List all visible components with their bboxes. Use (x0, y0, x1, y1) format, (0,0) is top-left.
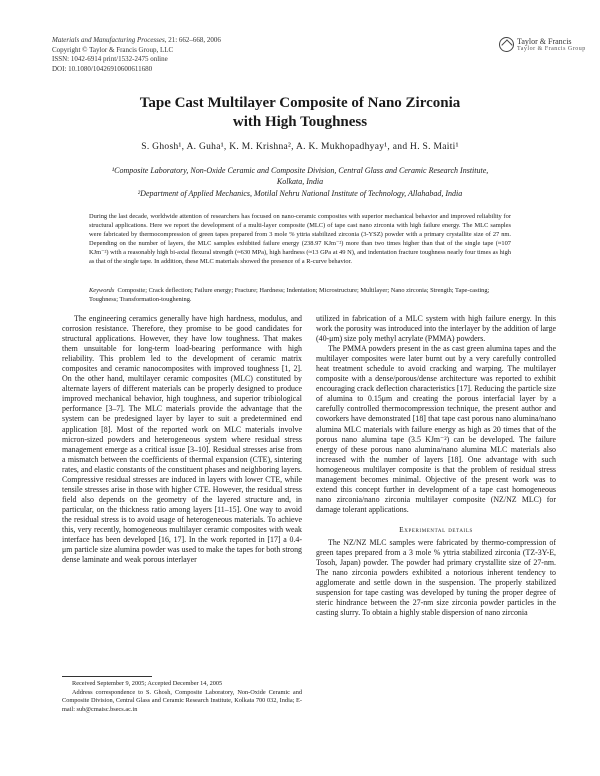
journal-name: Materials and Manufacturing Processes, (52, 36, 167, 44)
keywords-label: Keywords (89, 287, 115, 294)
title-line-1: Tape Cast Multilayer Composite of Nano Zirconia (139, 95, 461, 111)
body-paragraph: The engineering ceramics generally have high hardness, modulus, and corrosion resistance. Therefore, they promise to be good candidates for structural applications. However, they have low toughness. That makes them unsuitable for long-term load-bearing performance with high reliability. This problem led to the development of ceramic matrix composites and ceramic nanocomposites with improved toughness [1, 2]. On the other hand, multilayer ceramic composites (MLC) constituted by alternate layers of different materials can be properly designed to produce improved mechanical behavior, high toughness, and superior tribiological performance [3–7]. The MLC materials provide the advantage that the system can be predesigned layer by layer to suit a predetermined end application [8]. Most of the reported work on MLC materials involve micron-sized powders and heterogeneous system where residual stress management emerge as a critical issue [3–10]. Residual stresses arise from a mismatch between the coefficients of thermal expansion (CTE), sintering rates, and elastic constants of the constituent phases and neighboring layers. Compressive residual stresses are induced in layers with lower CTE, while tensile stresses arise in those with higher CTE. However, the residual stress field also depends on the geometry of the layered structure and, in particular, on the thickness ratio among layers [11–15]. One way to avoid the residual stress is to avoid usage of heterogeneous materials. To achieve this, very recently, homogeneous multilayer ceramic composites with weak interface has been developed [16, 17]. In the work reported in [17] a 0.4-μm particle size alumina powder was used to make the tapes for both strong dense laminate and weak porous interlayer (62, 314, 302, 565)
received-dates: Received September 9, 2005; Accepted December 14, 2005 (72, 680, 223, 687)
issn-line: ISSN: 1042-6914 print/1532-2475 online (52, 55, 168, 63)
publisher-name: Taylor & Francis (517, 37, 572, 46)
volume-pages: 21: 662–668, 2006 (166, 36, 221, 44)
publisher-group: Taylor & Francis Group (517, 46, 586, 52)
copyright-line: Copyright © Taylor & Francis Group, LLC (52, 45, 174, 54)
journal-citation (52, 36, 221, 46)
journal-header (52, 36, 221, 74)
author-list: S. Ghosh¹, A. Guha¹, K. M. Krishna², A. K. Mukhopadhyay¹, and H. S. Maiti¹ (141, 142, 459, 152)
keywords-list: Composite; Crack deflection; Failure energy; Fracture; Hardness; Indentation; Microstructure; Multilayer; Nano zirconia; Strength; Tape-casting; Toughness; Transformation-toughening. (89, 287, 490, 304)
affiliation-1-city: Kolkata, India (276, 177, 324, 186)
section-heading (316, 525, 556, 535)
doi-line: DOI: 10.1080/10426910600611680 (52, 64, 153, 73)
publisher-logo (499, 37, 586, 59)
abstract: During the last decade, worldwide attention of researchers has focused on nano-ceramic composites with superior mechanical behavior and improved reliability for structural applications. Here we report the development of a multi-layer composite (MLC) of tape cast nano zirconia with high failure energy. The MLC samples were fabricated by thermocompression of green tapes prepared from 3 mole % yttria stabilized zirconia (3-YSZ) powder with a primary crystallite size of 27 nm. Depending on the number of layers, the MLC samples exhibited failure energy (238.97 KJm⁻²) more than two times higher than that of the single tape (≈107 KJm⁻²) with a reasonably high bi-axial flexural strength (≈630 MPa), high hardness (≈13 GPa at 49 N), and indentation fracture toughness nearly four times as high as that of the single tape. In addition, these MLC materials showed the presence of a R-curve behavior. (89, 213, 511, 266)
footnote (62, 680, 302, 714)
correspondence-address: Address correspondence to S. Ghosh, Composite Laboratory, Non-Oxide Ceramic and Composite Division, Central Glass and Ceramic Research Institute, Kolkata 700 032, India; E-mail: sub@cmaisc.bsecs.ac.in (62, 688, 302, 713)
section-heading-text: Experimental details (399, 524, 473, 534)
footnote-rule (62, 676, 152, 677)
body-paragraph: The NZ/NZ MLC samples were fabricated by thermo-compression of green tapes prepared from a 3 mole % yttria stabilized zirconia (TZ-3Y-E, Tosoh, Japan) powder. The powder had primary crystallite size of 27-nm. The nano zirconia powders exhibited a notorious inherent tendency to agglomerate and settle down in the suspension. The properly stabilized suspension for tape casting was developed by tuning the proper degree of steric hindrance between the 27-nm size zirconia powder particles in the casting slurry. To obtain a highly stable dispersion of nano zirconia (316, 537, 556, 618)
body-paragraph: utilized in fabrication of a MLC system with high failure energy. In this work the porosity was introduced into the interlayer by the addition of large (40-μm) size poly methyl acrylate (PMMA) powders. (316, 314, 556, 344)
right-column (316, 314, 556, 618)
keywords (89, 286, 511, 304)
affiliation-1: ¹Composite Laboratory, Non-Oxide Ceramic and Composite Division, Central Glass and Ceramic Research Institute, (111, 166, 489, 175)
article-title (40, 94, 560, 132)
publisher-logo-icon (499, 37, 514, 52)
affiliation-2: ²Department of Applied Mechanics, Motilal Nehru National Institute of Technology, Allahabad, India (137, 189, 463, 198)
title-line-2: with High Toughness (232, 114, 368, 130)
body-paragraph: The PMMA powders present in the as cast green alumina tapes and the multilayer composites were later burnt out by a very carefully controlled heat treatment schedule to avoid cracking and warping. The multilayer composite with a dense/porous/dense architecture was reported to exhibit encouraging crack deflection characteristics [17]. Reducing the particle size of alumina to 0.15μm and creating the porous interfacial layer by a carefully controlled thermocompression technique, the present author and coworkers have demonstrated [18] that tape cast porous nano alumina/nano alumina MLC materials with failure energy as high as 20 times that of the porous nano alumina tape (3.5 KJm⁻²) can be developed. The failure energy of these porous nano alumina/nano alumina MLC materials also increased with the number of layers [18]. One advantage with such homogeneous multilayer composite is that the problem of residual stress management becomes minimal. Objective of the present work was to extend this concept further in development of a tape cast homogeneous nano zirconia/nano zirconia multilayer composite (NZ/NZ MLC) for damage tolerant applications. (316, 344, 556, 514)
left-column (62, 314, 302, 565)
